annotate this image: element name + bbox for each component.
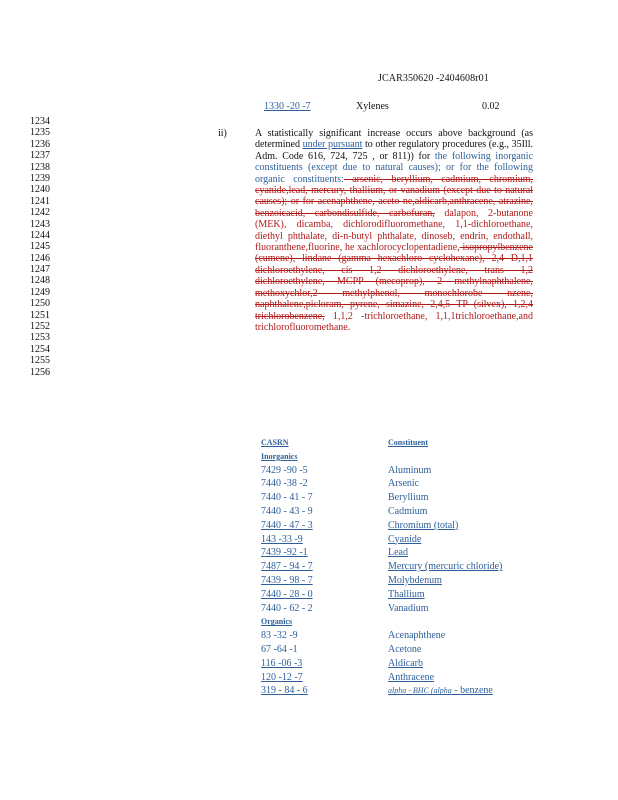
constituent-name: Anthracene: [388, 671, 435, 683]
clause-text-procedures: to other regulatory procedures (e.g., 35Ill. Adm. Code 616, 724, 725: [255, 139, 533, 162]
table-row: [261, 602, 541, 616]
constituent-name: [388, 684, 493, 698]
line-number: 1242: [30, 207, 50, 219]
clause-text-inserted-constituents: the following inorganic constituents (except due to natural causes); or for the following organic constituents:: [255, 150, 534, 185]
clause-text-final: 1,1,2 -trichloroethane, 1,1,1trichloroethane,and trichlorofluoromethane.: [255, 310, 533, 333]
line-number: 1248: [30, 275, 50, 287]
line-number: 1238: [30, 161, 50, 173]
line-numbers: [30, 116, 60, 378]
line-number: 1256: [30, 366, 50, 378]
table-row: [261, 643, 541, 657]
table-row: [261, 629, 541, 643]
constituent-name-italic: alpha - BHC (alpha: [388, 686, 452, 696]
constituent-name: Lead: [388, 547, 408, 559]
line-number: 1239: [30, 172, 50, 184]
xylenes-cas-number: 1330 -20 -7: [264, 101, 311, 112]
line-number: 1255: [30, 355, 50, 367]
line-number: 1251: [30, 309, 50, 321]
cas-number: 7440 - 62 - 2: [261, 602, 313, 614]
clause-paragraph: [255, 128, 533, 333]
line-number: 1246: [30, 252, 50, 264]
table-row: [261, 684, 541, 698]
table-row: [261, 491, 541, 505]
line-number: 1244: [30, 229, 50, 241]
constituent-name: Mercury (mercuric chloride): [388, 561, 503, 573]
table-row: [261, 519, 541, 533]
section-label-inorganics: Inorganics: [261, 451, 298, 461]
constituent-name: Arsenic: [388, 478, 420, 490]
constituent-name: Chromium (total): [388, 519, 459, 531]
clause-marker: ii): [218, 128, 227, 139]
constituent-name-rest: - benzene: [451, 685, 493, 697]
line-number: 1250: [30, 298, 50, 310]
line-number: 1234: [30, 116, 50, 127]
line-number: 1237: [30, 150, 50, 162]
constituent-name: Beryllium: [388, 492, 429, 504]
table-row: [261, 464, 541, 478]
cas-number: 7440 -38 -2: [261, 478, 308, 490]
cas-number: 7429 -90 -5: [261, 464, 308, 476]
clause-text-codes: , or 811)) for: [372, 150, 431, 162]
cas-number: 7439 - 98 - 7: [261, 574, 313, 586]
clause-text-deleted-inorganics: arsenic, beryllium, cadmium, chromium, cyanide,lead, mercury, thallium, or vanadium (except due to natural causes); or for acenaphthene, aceto ne,aldicarb,anthracene, atrazine, benzoicacid, carbondisulfide, carbofuran,: [255, 173, 534, 219]
table-row: [261, 533, 541, 547]
column-header-constituent: Constituent: [388, 438, 429, 447]
line-number: 1254: [30, 343, 50, 355]
table-row: [261, 657, 541, 671]
line-number: 1253: [30, 332, 50, 344]
table-header-row: [261, 436, 541, 450]
document-header-id: JCAR350620 -2404608r01: [378, 73, 489, 84]
line-number: 1236: [30, 138, 50, 150]
cas-number: 116 -06 -3: [261, 657, 303, 669]
line-number: 1252: [30, 321, 50, 333]
cas-number: 143 -33 -9: [261, 533, 303, 545]
constituent-name: Cadmium: [388, 505, 428, 517]
constituent-name: Thallium: [388, 588, 425, 600]
clause-text-organics-list: dalapon, 2-butanone (MEK), dicamba, dichlorodifluoromethane, 1,1-dichloroethane, diethyl phthalate, di-n-butyl phthalate, dinoseb, endrin, endothall, fluoranthene,fluorine, he xachlorocyclopentadiene,: [255, 207, 533, 254]
cas-number: 67 -64 -1: [261, 643, 298, 655]
cas-number: 7440 - 43 - 9: [261, 505, 313, 517]
clause-text-inserted-under-pursuant: under pursuant: [302, 139, 363, 151]
line-number: 1243: [30, 218, 50, 230]
constituent-name: Molybdenum: [388, 574, 442, 586]
cas-number: 83 -32 -9: [261, 630, 298, 642]
line-number: 1249: [30, 286, 50, 298]
constituent-name: Aldicarb: [388, 657, 423, 669]
constituent-name: Aluminum: [388, 464, 432, 476]
table-row: [261, 546, 541, 560]
table-row: [261, 560, 541, 574]
line-number: 1241: [30, 195, 50, 207]
cas-number: 319 - 84 - 6: [261, 685, 308, 697]
constituent-name: Vanadium: [388, 602, 429, 614]
clause-text-deleted-organics: isopropylbenzene (cumene), lindane (gamma hexachloro cyclohexane), 2,4 D,1,1 dichloroethylene, cis 1,2 dichloroethylene, trans 1,2 dichloroethylene, MCPP (mecoprop), 2 methylnaphthalene, methoxychlor,2 methylphenol, monochlorobe nzene, naphthalene,picloram, pyrene, simazine, 2,4,5 TP (silvex), 1,2,4 trichlorobenzene,: [255, 242, 533, 322]
cas-number: 7440 - 47 - 3: [261, 519, 313, 531]
line-number: 1245: [30, 241, 50, 253]
constituent-name: Acenaphthene: [388, 630, 446, 642]
section-header-organics: [261, 615, 541, 629]
cas-number: 7440 - 41 - 7: [261, 492, 313, 504]
constituent-table: [261, 436, 541, 698]
section-header-inorganics: [261, 450, 541, 464]
cas-number: 120 -12 -7: [261, 671, 303, 683]
cas-number: 7487 - 94 - 7: [261, 561, 313, 573]
column-header-casrn: CASRN: [261, 438, 289, 447]
cas-number: 7440 - 28 - 0: [261, 588, 313, 600]
line-number: 1240: [30, 184, 50, 196]
section-label-organics: Organics: [261, 617, 293, 627]
constituent-name: Acetone: [388, 643, 422, 655]
table-row: [261, 671, 541, 685]
table-row: [261, 505, 541, 519]
xylenes-name: Xylenes: [356, 101, 389, 112]
table-row: [261, 588, 541, 602]
line-number: 1247: [30, 264, 50, 276]
line-number: 1235: [30, 127, 50, 139]
table-row: [261, 477, 541, 491]
xylenes-value: 0.02: [482, 101, 500, 112]
clause-text-intro: A statistically significant increase occurs above background (as determined: [255, 128, 533, 151]
constituent-name: Cyanide: [388, 533, 422, 545]
cas-number: 7439 -92 -1: [261, 547, 308, 559]
table-row: [261, 574, 541, 588]
